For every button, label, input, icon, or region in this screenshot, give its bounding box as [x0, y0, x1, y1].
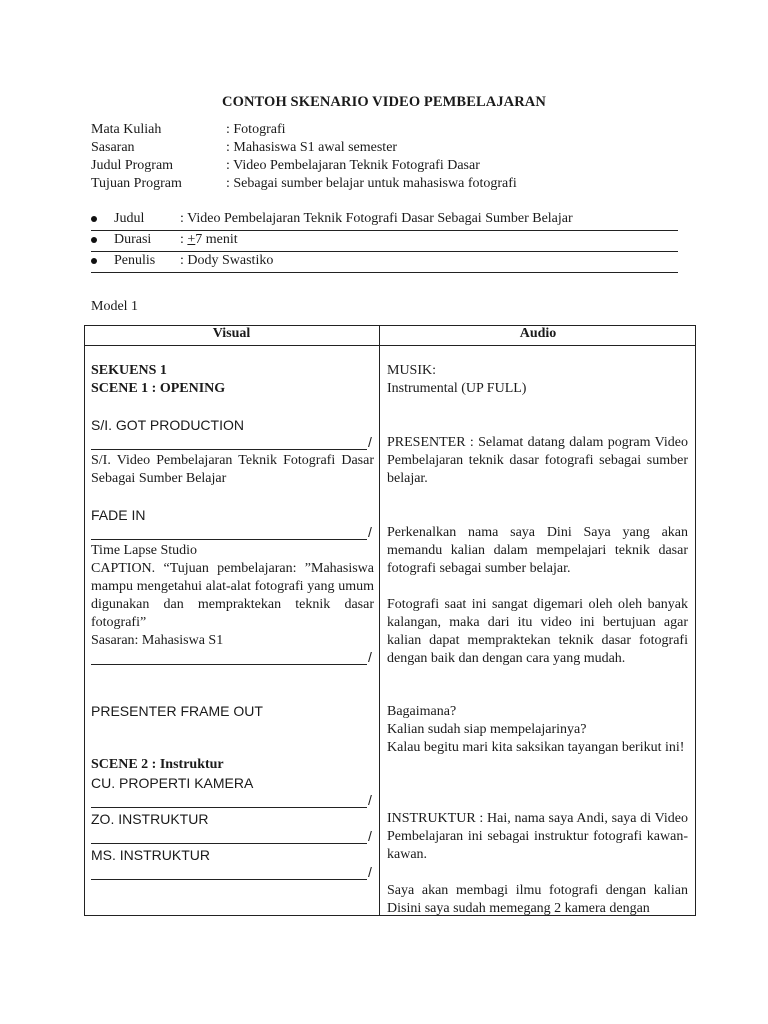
bullet-value — [180, 230, 238, 250]
visual-column-header: Visual — [212, 326, 251, 341]
bullet-item-durasi — [91, 230, 678, 252]
fotografi-paragraph: Fotografi saat ini sangat digemari oleh oleh banyak kalangan, maka dari itu video ini bertujuan agar kalian dapat mempraktekan teknik dasar fotografi dengan baik dan dengan cara yang mudah. — [387, 597, 688, 666]
presenter-greeting: PRESENTER : Selamat datang dalam pogram Video Pembelajaran teknik dasar fotografi sebagai sumber belajar. — [387, 435, 688, 486]
shot-separator — [91, 664, 367, 665]
presenter-frame-out-shot: PRESENTER FRAME OUT — [91, 703, 263, 719]
meta-row-sasaran — [91, 139, 691, 157]
meta-value: : Mahasiswa S1 awal semester — [226, 140, 398, 155]
instruktur-greeting: INSTRUKTUR : Hai, nama saya Andi, saya di Video Pembelajaran ini sebagai instruktur fotografi kawan-kawan. — [387, 811, 688, 862]
separator-slash: / — [368, 524, 372, 540]
kalau-line: Kalau begitu mari kita saksikan tayangan berikut ini! — [387, 740, 685, 755]
shot-separator — [91, 539, 367, 540]
separator-slash: / — [368, 792, 372, 808]
bullet-icon — [91, 216, 97, 222]
separator-slash: / — [368, 864, 372, 880]
page-title: CONTOH SKENARIO VIDEO PEMBELAJARAN — [222, 94, 546, 110]
bullet-label: Penulis — [114, 253, 156, 268]
meta-value: : Video Pembelajaran Teknik Fotografi Dasar — [226, 158, 480, 173]
meta-row-judul-program — [91, 157, 691, 175]
scene-2-heading: SCENE 2 : Instruktur — [91, 757, 224, 772]
musik-label: MUSIK: — [387, 363, 437, 378]
ms-instruktur-shot: MS. INSTRUKTUR — [91, 847, 210, 863]
header-divider — [84, 345, 696, 346]
bullet-item-judul — [91, 209, 678, 231]
shot-separator — [91, 449, 367, 450]
audio-column-header: Audio — [519, 326, 557, 341]
separator-slash: / — [368, 649, 372, 665]
meta-value: : Fotografi — [226, 122, 286, 137]
column-divider — [379, 325, 380, 916]
bullet-icon — [91, 237, 97, 243]
shot-separator — [91, 843, 367, 844]
plus-minus-sign: + — [187, 232, 196, 247]
meta-label: Judul Program — [91, 158, 174, 173]
bullet-item-penulis — [91, 251, 678, 273]
bullet-value: : Dody Swastiko — [180, 253, 274, 268]
presenter-introduction: Perkenalkan nama saya Dini Saya yang akan memandu kalian dalam mempelajari teknik dasar fotografi sebagai sumber belajar. — [387, 525, 688, 576]
model-label: Model 1 — [91, 299, 139, 314]
bullet-icon — [91, 258, 97, 264]
caption-shot: CAPTION. “Tujuan pembelajaran: ”Mahasiswa mampu mengetahui alat-alat fotografi yang umum digunakan dan mempraktekan teknik dasar fotografi” — [91, 561, 374, 630]
meta-row-mata-kuliah — [91, 121, 691, 139]
sasaran-shot: Sasaran: Mahasiswa S1 — [91, 633, 224, 648]
bullet-value-prefix: : — [180, 232, 188, 247]
meta-value: : Sebagai sumber belajar untuk mahasiswa fotografi — [226, 176, 517, 191]
instruktur-membagi: Saya akan membagi ilmu fotografi dengan kalian Disini saya sudah memegang 2 kamera dengan — [387, 883, 688, 916]
scene-1-heading: SCENE 1 : OPENING — [91, 381, 226, 396]
meta-label: Mata Kuliah — [91, 122, 162, 137]
zo-instruktur-shot: ZO. INSTRUKTUR — [91, 811, 209, 827]
si-video-shot: S/I. Video Pembelajaran Teknik Fotografi Dasar Sebagai Sumber Belajar — [91, 453, 374, 486]
siap-line: Kalian sudah siap mempelajarinya? — [387, 722, 587, 737]
instrumental-cue: Instrumental (UP FULL) — [387, 381, 527, 396]
meta-label: Sasaran — [91, 140, 135, 155]
meta-label: Tujuan Program — [91, 176, 182, 191]
bullet-label: Judul — [114, 211, 145, 226]
separator-slash: / — [368, 434, 372, 450]
cu-properti-kamera-shot: CU. PROPERTI KAMERA — [91, 775, 254, 791]
bullet-value: : Video Pembelajaran Teknik Fotografi Dasar Sebagai Sumber Belajar — [180, 211, 573, 226]
time-lapse-shot: Time Lapse Studio — [91, 543, 198, 558]
got-production-shot: S/I. GOT PRODUCTION — [91, 417, 244, 433]
sekuens-heading: SEKUENS 1 — [91, 363, 167, 378]
shot-separator — [91, 807, 367, 808]
meta-row-tujuan-program — [91, 175, 691, 193]
separator-slash: / — [368, 828, 372, 844]
fade-in-shot: FADE IN — [91, 507, 146, 523]
bullet-label: Durasi — [114, 232, 152, 247]
bullet-value-rest: 7 menit — [195, 232, 238, 247]
shot-separator — [91, 879, 367, 880]
bagaimana-line: Bagaimana? — [387, 704, 457, 719]
